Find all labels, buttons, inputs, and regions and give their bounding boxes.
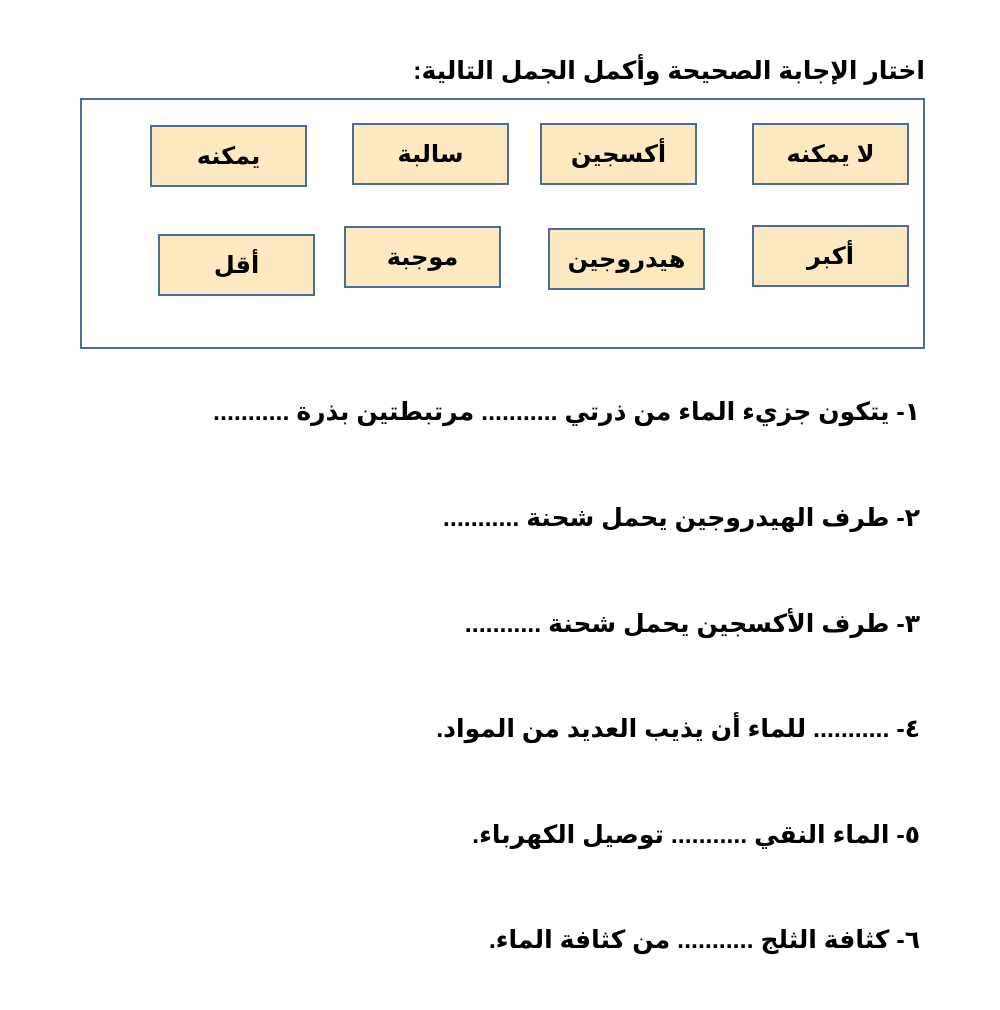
question-1: ١- يتكون جزيء الماء من ذرتي ........... مرتبطتين بذرة ........... [213, 398, 920, 426]
word-chip-cannot[interactable]: لا يمكنه [752, 123, 909, 185]
word-chip-greater[interactable]: أكبر [752, 225, 909, 287]
question-5: ٥- الماء النقي ........... توصيل الكهرباء. [472, 821, 920, 849]
word-chip-positive[interactable]: موجبة [344, 226, 501, 288]
question-3: ٣- طرف الأكسجين يحمل شحنة ........... [464, 610, 920, 638]
word-chip-can[interactable]: يمكنه [150, 125, 307, 187]
word-chip-less[interactable]: أقل [158, 234, 315, 296]
word-chip-negative[interactable]: سالبة [352, 123, 509, 185]
question-2: ٢- طرف الهيدروجين يحمل شحنة ........... [442, 504, 920, 532]
word-chip-oxygen[interactable]: أكسجين [540, 123, 697, 185]
question-4: ٤- ........... للماء أن يذيب العديد من المواد. [436, 715, 920, 743]
question-6: ٦- كثافة الثلج ........... من كثافة الماء. [488, 926, 920, 954]
instruction-heading: اختار الإجابة الصحيحة وأكمل الجمل التالية: [413, 57, 925, 85]
word-chip-hydrogen[interactable]: هيدروجين [548, 228, 705, 290]
